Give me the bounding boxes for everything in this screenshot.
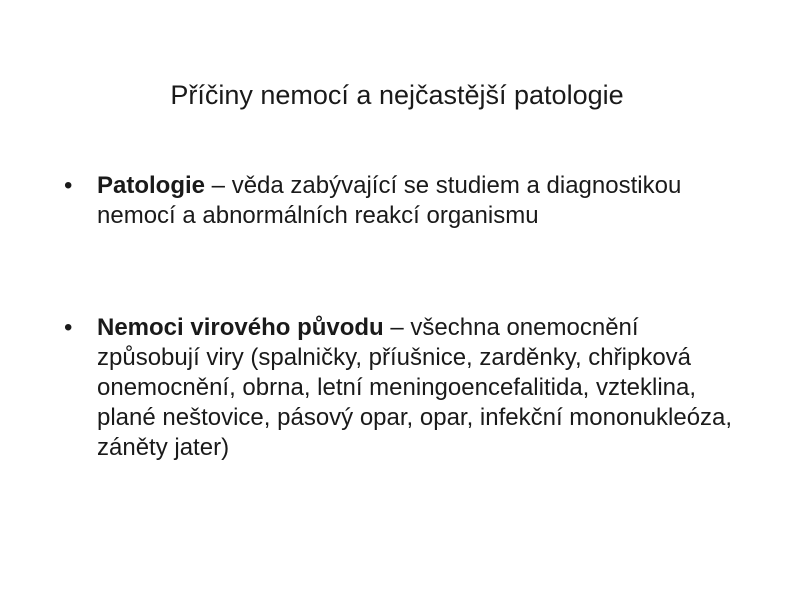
bullet-description: – všechna onemocnění způsobují viry (spalničky, příušnice, zarděnky, chřipková onemocnění, obrna, letní meningoencefalitida, vzteklina, plané neštovice, pásový opar, opar, infekční mononukleóza, záněty jater) — [97, 314, 733, 461]
bullet-marker: • — [64, 314, 73, 341]
bullet-term: Patologie — [97, 172, 206, 199]
bullet-description: – věda zabývající se studiem a diagnostikou nemocí a abnormálních reakcí organismu — [97, 172, 682, 229]
bullet-text — [97, 171, 744, 231]
slide-title: Příčiny nemocí a nejčastější patologie — [170, 80, 624, 110]
bullet-item-pathology — [64, 171, 744, 231]
bullet-marker: • — [64, 172, 73, 199]
bullet-text — [97, 313, 744, 463]
bullet-item-viral-diseases — [64, 313, 744, 463]
bullet-term: Nemoci virového původu — [97, 314, 384, 341]
